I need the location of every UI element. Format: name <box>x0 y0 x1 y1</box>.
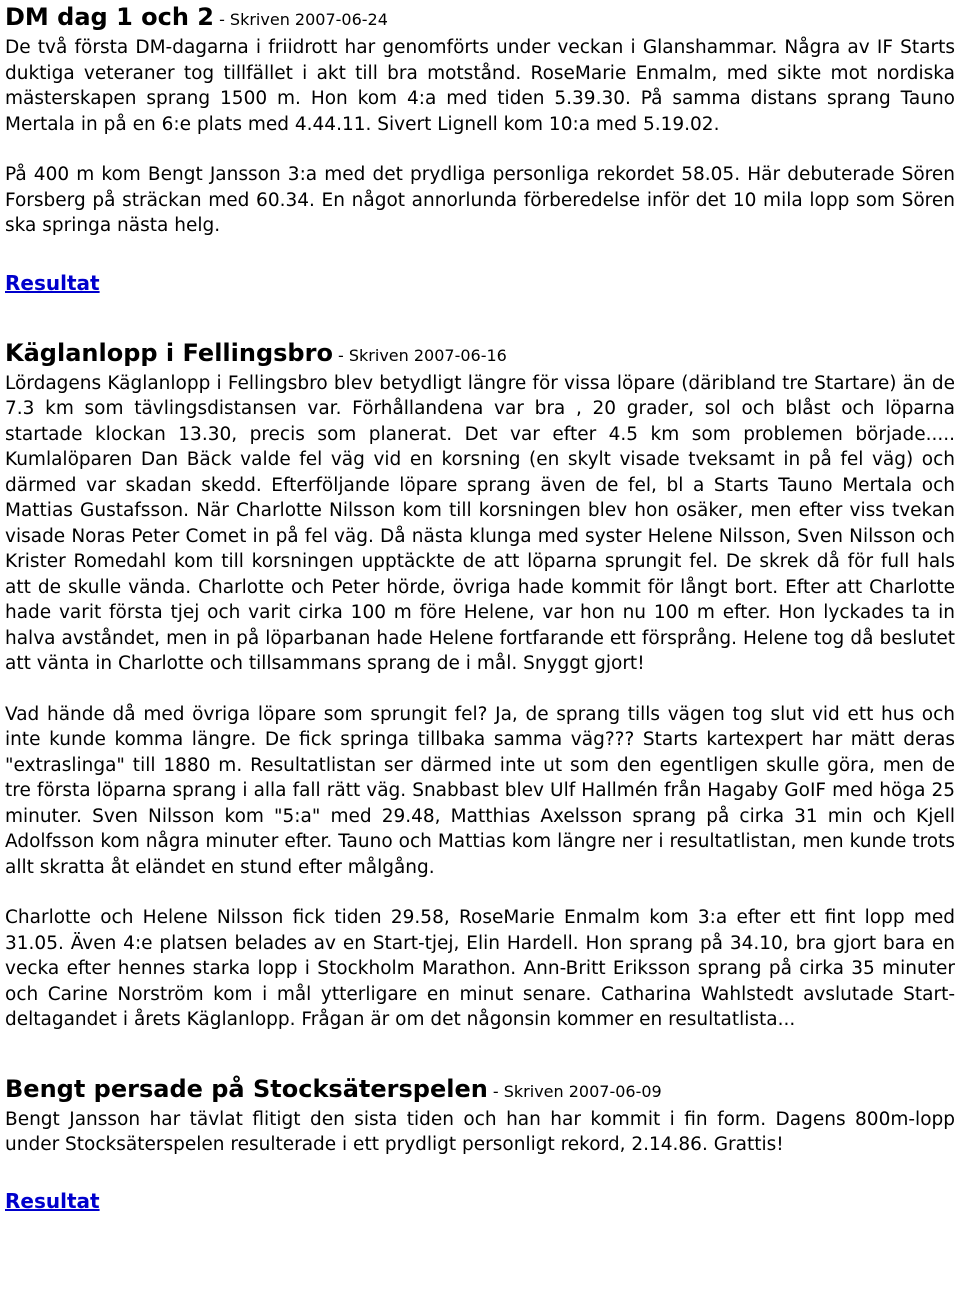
article-paragraph: Vad hände då med övriga löpare som sprungit fel? Ja, de sprang tills vägen tog slut vid ett hus och inte kunde komma längre. De fick springa tillbaka samma väg??? Starts kartexpert har mätt deras "extraslinga" till 1880 m. Resultatlistan ser därmed inte ut som den egentligen skulle göra, men de tre första löparna sprang i alla fall rätt väg. Snabbast blev Ulf Hallmén från Hagaby GoIF med höga 25 minuter. Sven Nilsson kom "5:a" med 29.48, Matthias Axelsson sprang på cirka 31 min och Kjell Adolfsson kom några minuter efter. Tauno och Mattias kom längre ner i resultatlistan, men kunde trots allt skratta åt eländet en stund efter målgång. <box>5 703 955 878</box>
article-heading <box>5 338 955 371</box>
article-title: DM dag 1 och 2 <box>5 3 214 31</box>
article-date: - Skriven 2007-06-24 <box>213 10 388 29</box>
article-bengt-persade <box>5 1074 955 1216</box>
article-heading <box>5 1074 955 1107</box>
article-paragraph: De två första DM-dagarna i friidrott har genomförts under veckan i Glanshammar. Några av IF Starts duktiga veteraner tog tillfället i akt till bra motstånd. RoseMarie Enmalm, med sikte mot nordiska mästerskapen sprang 1500 m. Hon kom 4:a med tiden 5.39.30. På samma distans sprang Tauno Mertala in på en 6:e plats med 4.44.11. Sivert Lignell kom 10:a med 5.19.02. <box>5 37 955 135</box>
article-title: Bengt persade på Stocksäterspelen <box>5 1074 488 1103</box>
article-paragraph: Bengt Jansson har tävlat flitigt den sista tiden och han har kommit i fin form. Dagens 800m-lopp under Stocksäterspelen resulterade i ett prydligt personligt rekord, 2.14.86. Grattis! <box>5 1108 955 1155</box>
article-dm-dag <box>5 0 955 298</box>
article-paragraph: Charlotte och Helene Nilsson fick tiden 29.58, RoseMarie Enmalm kom 3:a efter ett fint lopp med 31.05. Även 4:e platsen belades av en Start-tjej, Elin Hardell. Hon sprang på 34.10, bra gjort bara en vecka efter hennes starka lopp i Stockholm Marathon. Ann-Britt Eriksson sprang på cirka 35 minuter och Carine Norström kom i mål ytterligare en minut senare. Catharina Wahlstedt avslutade Start-deltagandet i årets Käglanlopp. Frågan är om det någonsin kommer en resultatlista... <box>5 907 955 1030</box>
article-date: - Skriven 2007-06-09 <box>487 1081 662 1101</box>
article-heading <box>5 0 955 35</box>
article-date: - Skriven 2007-06-16 <box>332 345 507 365</box>
article-title: Käglanlopp i Fellingsbro <box>5 338 333 367</box>
resultat-link[interactable]: Resultat <box>5 1188 100 1213</box>
article-paragraph: Lördagens Käglanlopp i Fellingsbro blev betydligt längre för vissa löpare (däribland tre Startare) än de 7.3 km som tävlingsdistansen var. Förhållandena var bra , 20 grader, sol och blåst och löparna startade klockan 13.30, precis som planerat. Det var efter 4.5 km som problemen började..... Kumlalöparen Dan Bäck valde fel väg vid en korsning (en skylt visade tveksamt in på fel väg) och därmed var skadan skedd. Efterföljande löpare sprang även de fel, bl a Starts Tauno Mertala och Mattias Gustafsson. När Charlotte Nilsson kom till korsningen blev hon osäker, men efter viss tvekan visade Noras Peter Comet in på fel väg. Då nästa klunga med syster Helene Nilsson, Sven Nilsson och Krister Romedahl kom till korsningen upptäckte de att löparna sprungit fel. De skrek då för full hals att de skulle vända. Charlotte och Peter hörde, övriga hade kommit för långt bort. Efter att Charlotte hade varit första tjej och varit cirka 100 m före Helene, var hon nu 100 m efter. Hon lyckades ta in halva avståndet, men in på löparbanan hade Helene fortfarande ett försprång. Helene tog då beslutet att vänta in Charlotte och tillsammans sprang de i mål. Snyggt gjort! <box>5 372 955 674</box>
article-paragraph: På 400 m kom Bengt Jansson 3:a med det prydliga personliga rekordet 58.05. Här debuterade Sören Forsberg på sträckan med 60.34. En något annorlunda förberedelse inför det 10 mila lopp som Sören ska springa nästa helg. <box>5 164 955 236</box>
resultat-link[interactable]: Resultat <box>5 270 100 295</box>
article-kaglanlopp <box>5 338 955 1033</box>
